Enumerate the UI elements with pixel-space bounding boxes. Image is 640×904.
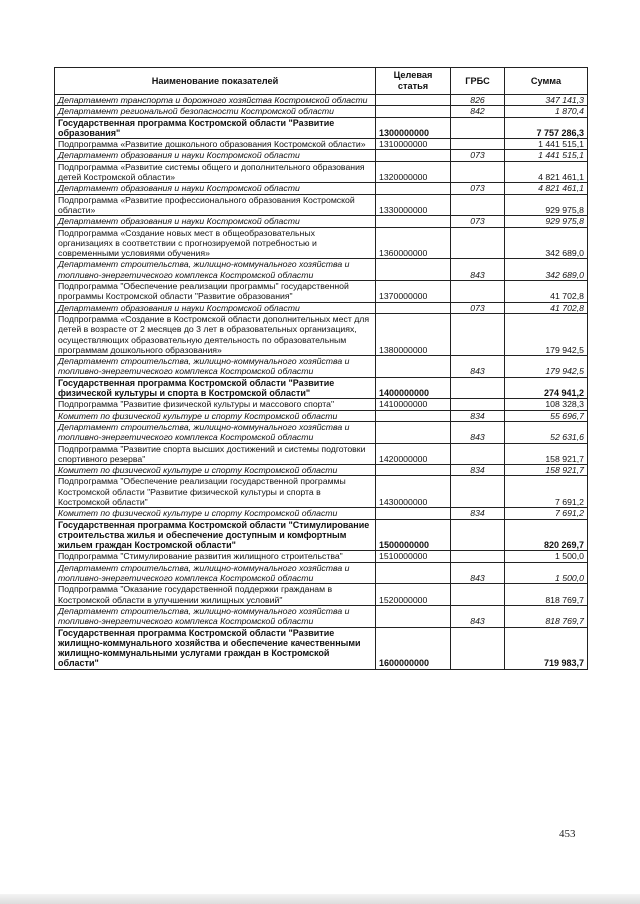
row-name-cell: Подпрограмма "Обеспечение реализации государственной программы Костромской области "Развитие физической культуры и спорта в Костромской области"	[55, 476, 376, 508]
row-target-item-cell: 1370000000	[376, 281, 451, 303]
table-row	[55, 476, 588, 508]
row-target-item-cell	[376, 562, 451, 584]
row-name-cell: Департамент строительства, жилищно-коммунального хозяйства и топливно-энергетического комплекса Костромской области	[55, 356, 376, 378]
table-row	[55, 551, 588, 562]
row-grbs-cell	[451, 227, 505, 259]
row-name-cell: Департамент образования и науки Костромской области	[55, 216, 376, 227]
row-grbs-cell	[451, 194, 505, 216]
header-sum: Сумма	[505, 68, 588, 95]
table-row	[55, 139, 588, 150]
row-grbs-cell	[451, 161, 505, 183]
row-sum-cell: 7 757 286,3	[505, 117, 588, 139]
row-target-item-cell: 1360000000	[376, 227, 451, 259]
row-name-cell: Департамент образования и науки Костромской области	[55, 183, 376, 194]
row-grbs-cell	[451, 584, 505, 606]
row-name-cell: Подпрограмма «Развитие системы общего и дополнительного образования детей Костромской области»	[55, 161, 376, 183]
table-row	[55, 227, 588, 259]
table-row	[55, 194, 588, 216]
row-sum-cell: 1 500,0	[505, 562, 588, 584]
row-sum-cell: 7 691,2	[505, 476, 588, 508]
table-row	[55, 465, 588, 476]
row-grbs-cell: 843	[451, 259, 505, 281]
row-sum-cell: 108 328,3	[505, 399, 588, 410]
table-row	[55, 508, 588, 519]
row-sum-cell: 179 942,5	[505, 313, 588, 355]
row-sum-cell: 179 942,5	[505, 356, 588, 378]
table-row	[55, 95, 588, 106]
row-grbs-cell	[451, 476, 505, 508]
row-grbs-cell	[451, 551, 505, 562]
row-target-item-cell	[376, 106, 451, 117]
row-grbs-cell: 826	[451, 95, 505, 106]
row-target-item-cell: 1500000000	[376, 519, 451, 551]
row-target-item-cell	[376, 356, 451, 378]
row-grbs-cell	[451, 399, 505, 410]
row-name-cell: Подпрограмма «Развитие дошкольного образования Костромской области»	[55, 139, 376, 150]
row-sum-cell: 929 975,8	[505, 216, 588, 227]
row-target-item-cell	[376, 605, 451, 627]
row-target-item-cell	[376, 150, 451, 161]
table-row	[55, 399, 588, 410]
row-name-cell: Департамент строительства, жилищно-коммунального хозяйства и топливно-энергетического комплекса Костромской области	[55, 421, 376, 443]
row-grbs-cell: 843	[451, 605, 505, 627]
row-target-item-cell	[376, 421, 451, 443]
row-target-item-cell	[376, 465, 451, 476]
row-grbs-cell: 073	[451, 302, 505, 313]
page-number: 453	[559, 828, 576, 840]
table-row	[55, 605, 588, 627]
row-grbs-cell: 073	[451, 216, 505, 227]
row-grbs-cell: 842	[451, 106, 505, 117]
row-target-item-cell: 1510000000	[376, 551, 451, 562]
table-row	[55, 161, 588, 183]
row-sum-cell: 820 269,7	[505, 519, 588, 551]
row-target-item-cell: 1400000000	[376, 377, 451, 399]
row-target-item-cell: 1520000000	[376, 584, 451, 606]
row-sum-cell: 1 870,4	[505, 106, 588, 117]
row-sum-cell: 158 921,7	[505, 465, 588, 476]
header-target-item: Целевая статья	[376, 68, 451, 95]
row-target-item-cell	[376, 183, 451, 194]
row-target-item-cell: 1380000000	[376, 313, 451, 355]
budget-table	[54, 67, 588, 670]
row-name-cell: Государственная программа Костромской области "Стимулирование строительства жилья и обеспечение доступным и комфортным жильем граждан Костромской области"	[55, 519, 376, 551]
table-row	[55, 519, 588, 551]
row-sum-cell: 1 441 515,1	[505, 139, 588, 150]
row-name-cell: Департамент строительства, жилищно-коммунального хозяйства и топливно-энергетического комплекса Костромской области	[55, 259, 376, 281]
row-sum-cell: 7 691,2	[505, 508, 588, 519]
row-grbs-cell: 843	[451, 562, 505, 584]
row-target-item-cell	[376, 410, 451, 421]
row-name-cell: Государственная программа Костромской области "Развитие физической культуры и спорта в Костромской области"	[55, 377, 376, 399]
row-sum-cell: 929 975,8	[505, 194, 588, 216]
row-sum-cell: 818 769,7	[505, 605, 588, 627]
row-target-item-cell: 1330000000	[376, 194, 451, 216]
row-grbs-cell: 834	[451, 410, 505, 421]
table-row	[55, 356, 588, 378]
table-row	[55, 302, 588, 313]
row-target-item-cell	[376, 508, 451, 519]
row-name-cell: Комитет по физической культуре и спорту Костромской области	[55, 465, 376, 476]
table-row	[55, 313, 588, 355]
row-target-item-cell	[376, 302, 451, 313]
row-name-cell: Департамент образования и науки Костромской области	[55, 302, 376, 313]
row-sum-cell: 1 441 515,1	[505, 150, 588, 161]
header-name: Наименование показателей	[55, 68, 376, 95]
row-target-item-cell	[376, 95, 451, 106]
row-name-cell: Подпрограмма «Создание новых мест в общеобразовательных организациях в соответствии с прогнозируемой потребностью и современными условиями обучения»	[55, 227, 376, 259]
table-row	[55, 410, 588, 421]
row-grbs-cell: 843	[451, 421, 505, 443]
row-name-cell: Подпрограмма "Развитие спорта высших достижений и системы подготовки спортивного резерва"	[55, 443, 376, 465]
row-sum-cell: 4 821 461,1	[505, 183, 588, 194]
row-grbs-cell	[451, 627, 505, 669]
row-sum-cell: 274 941,2	[505, 377, 588, 399]
row-target-item-cell: 1600000000	[376, 627, 451, 669]
table-row	[55, 106, 588, 117]
row-target-item-cell: 1320000000	[376, 161, 451, 183]
scan-bottom-edge	[0, 894, 640, 904]
table-row	[55, 150, 588, 161]
row-name-cell: Государственная программа Костромской области "Развитие жилищно-коммунального хозяйства и обеспечение качественными жилищно-коммунальными услугами граждан в Костромской области"	[55, 627, 376, 669]
row-sum-cell: 158 921,7	[505, 443, 588, 465]
row-sum-cell: 41 702,8	[505, 281, 588, 303]
row-name-cell: Подпрограмма "Развитие физической культуры и массового спорта"	[55, 399, 376, 410]
row-sum-cell: 342 689,0	[505, 227, 588, 259]
row-name-cell: Департамент образования и науки Костромской области	[55, 150, 376, 161]
row-name-cell: Подпрограмма «Развитие профессионального образования Костромской области»	[55, 194, 376, 216]
row-name-cell: Подпрограмма "Обеспечение реализации программы" государственной программы Костромской области "Развитие образования"	[55, 281, 376, 303]
header-grbs: ГРБС	[451, 68, 505, 95]
row-grbs-cell	[451, 117, 505, 139]
row-target-item-cell: 1430000000	[376, 476, 451, 508]
row-grbs-cell	[451, 443, 505, 465]
row-name-cell: Департамент строительства, жилищно-коммунального хозяйства и топливно-энергетического комплекса Костромской области	[55, 605, 376, 627]
row-grbs-cell: 073	[451, 150, 505, 161]
row-target-item-cell	[376, 216, 451, 227]
table-body	[55, 95, 588, 670]
table-row	[55, 562, 588, 584]
table-row	[55, 443, 588, 465]
row-grbs-cell: 834	[451, 508, 505, 519]
row-target-item-cell: 1300000000	[376, 117, 451, 139]
row-grbs-cell	[451, 519, 505, 551]
row-name-cell: Государственная программа Костромской области "Развитие образования"	[55, 117, 376, 139]
table-row	[55, 259, 588, 281]
row-name-cell: Комитет по физической культуре и спорту Костромской области	[55, 410, 376, 421]
row-name-cell: Департамент строительства, жилищно-коммунального хозяйства и топливно-энергетического комплекса Костромской области	[55, 562, 376, 584]
row-target-item-cell: 1420000000	[376, 443, 451, 465]
row-grbs-cell	[451, 139, 505, 150]
row-grbs-cell: 073	[451, 183, 505, 194]
table-header-row	[55, 68, 588, 95]
row-name-cell: Комитет по физической культуре и спорту Костромской области	[55, 508, 376, 519]
row-name-cell: Подпрограмма "Оказание государственной поддержки гражданам в Костромской области в улучшении жилищных условий"	[55, 584, 376, 606]
table-row	[55, 183, 588, 194]
row-sum-cell: 342 689,0	[505, 259, 588, 281]
row-sum-cell: 4 821 461,1	[505, 161, 588, 183]
row-sum-cell: 347 141,3	[505, 95, 588, 106]
table-row	[55, 117, 588, 139]
row-name-cell: Подпрограмма «Создание в Костромской области дополнительных мест для детей в возрасте от 2 месяцев до 3 лет в образовательных организациях, осуществляющих образовательную деятельность по образовательным программам дошкольного образования»	[55, 313, 376, 355]
table-row	[55, 216, 588, 227]
row-sum-cell: 55 696,7	[505, 410, 588, 421]
table-row	[55, 377, 588, 399]
row-sum-cell: 1 500,0	[505, 551, 588, 562]
row-target-item-cell: 1310000000	[376, 139, 451, 150]
row-sum-cell: 41 702,8	[505, 302, 588, 313]
row-name-cell: Департамент региональной безопасности Костромской области	[55, 106, 376, 117]
table-row	[55, 584, 588, 606]
row-grbs-cell: 843	[451, 356, 505, 378]
row-target-item-cell	[376, 259, 451, 281]
row-name-cell: Подпрограмма "Стимулирование развития жилищного строительства"	[55, 551, 376, 562]
table-row	[55, 421, 588, 443]
row-target-item-cell: 1410000000	[376, 399, 451, 410]
row-grbs-cell	[451, 281, 505, 303]
row-grbs-cell	[451, 313, 505, 355]
row-sum-cell: 719 983,7	[505, 627, 588, 669]
row-sum-cell: 818 769,7	[505, 584, 588, 606]
row-sum-cell: 52 631,6	[505, 421, 588, 443]
table-row	[55, 281, 588, 303]
table-row	[55, 627, 588, 669]
row-name-cell: Департамент транспорта и дорожного хозяйства Костромской области	[55, 95, 376, 106]
row-grbs-cell	[451, 377, 505, 399]
row-grbs-cell: 834	[451, 465, 505, 476]
